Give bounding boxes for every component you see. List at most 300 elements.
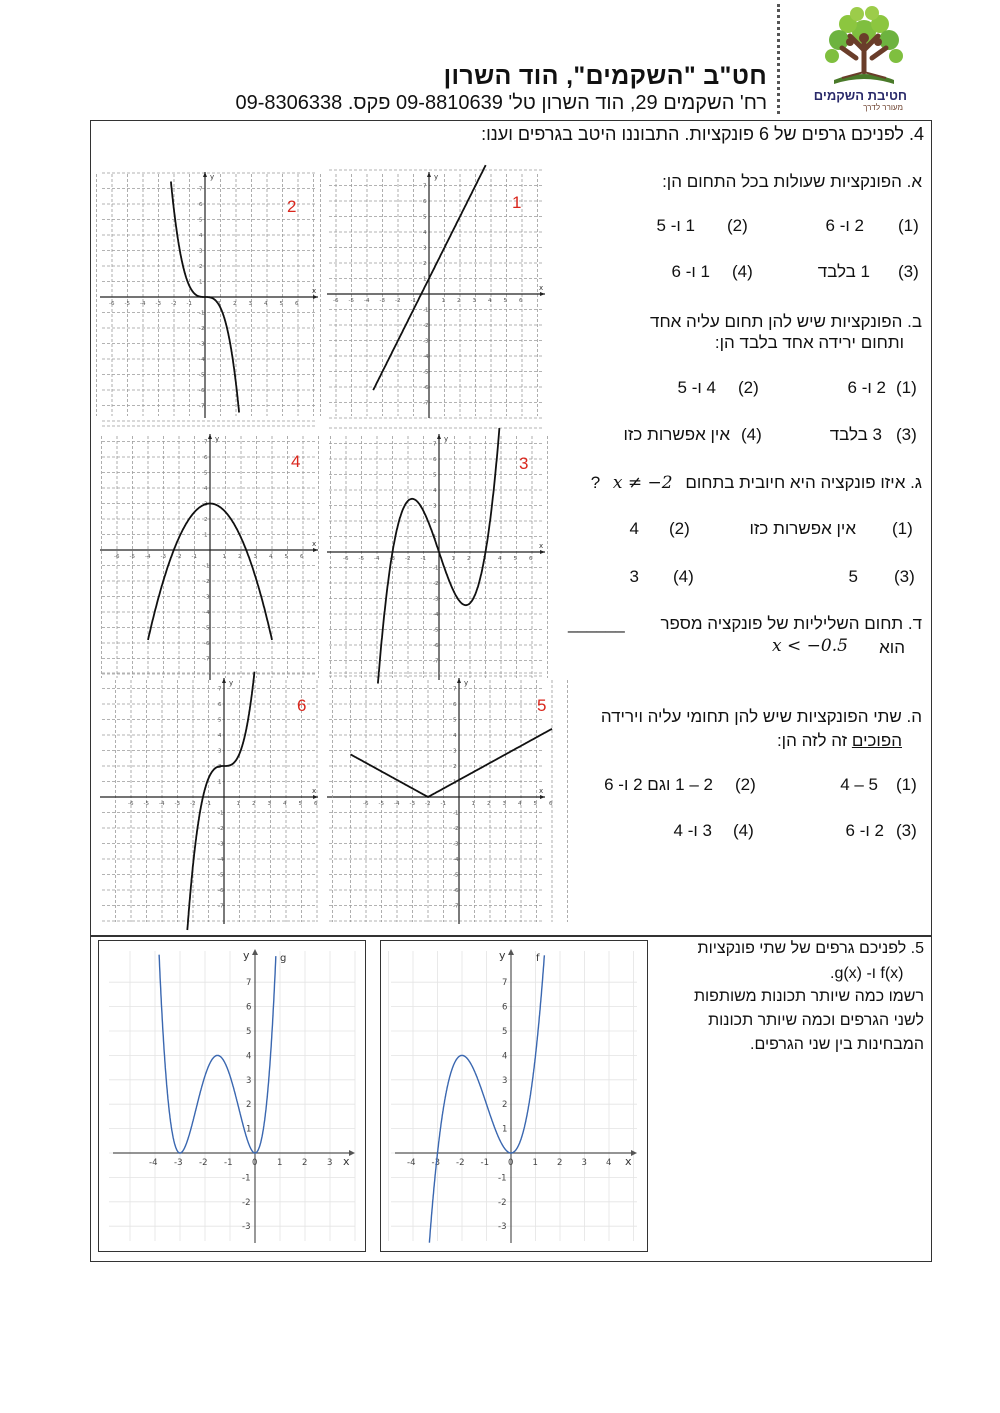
tick-label: 2 (238, 554, 242, 560)
graph-f (381, 941, 647, 1256)
q4e-opt2-text[interactable]: 2 – 1 וגם 2 ו- 6 (604, 775, 713, 794)
school-address: רח' השקמים 29, הוד השרון טל' 09-8810639 פקס. 09-8306338 (235, 92, 767, 114)
tick-label: -2 (242, 1197, 251, 1208)
tick-label: 5 (218, 717, 222, 724)
tick-label: 6 (300, 554, 304, 560)
tick-label: 4 (498, 556, 502, 562)
tick-label: -4 (199, 357, 205, 363)
x-axis-arrow-icon (540, 550, 545, 554)
q4d-answer-math: x < −0.5 (772, 636, 848, 656)
q4c-opt4-text[interactable]: 3 (629, 567, 639, 586)
tick-label: 6 (199, 202, 203, 208)
q4b-opt2-text[interactable]: 4 ו- 5 (677, 378, 716, 397)
x-axis-label: x (539, 542, 544, 550)
q4a-opt2-text[interactable]: 1 ו- 5 (656, 216, 695, 235)
tick-label: 5 (246, 1027, 252, 1037)
school-name: חט"ב "השקמים", הוד השרון (443, 62, 767, 90)
tick-label: 5 (298, 801, 302, 807)
logo-text: חטיבת השקמים (813, 88, 907, 103)
tick-label: -2 (171, 301, 177, 307)
tick-label: 3 (433, 503, 437, 510)
y-axis-label: y (434, 173, 439, 181)
grid-svg (325, 432, 547, 682)
tick-label: 3 (204, 501, 208, 508)
tick-label: 5 (279, 301, 283, 307)
y-axis-arrow-icon (252, 949, 258, 955)
q4e-question-line2 (777, 731, 902, 751)
tick-label: 0 (508, 1158, 514, 1168)
tick-label: 3 (482, 556, 486, 562)
q4a-opt3-num[interactable]: (3) (898, 262, 919, 281)
q4d-blank[interactable]: ______ (568, 614, 625, 633)
q4e-opt1-text[interactable]: 4 – 5 (840, 775, 878, 794)
function-curve (429, 955, 544, 1242)
tick-label: 2 (423, 261, 427, 267)
tick-label: -4 (159, 801, 165, 807)
q5-line4: לשני הגרפים וכמה שיותר תכונות (708, 1012, 924, 1029)
tick-label: 3 (502, 801, 506, 807)
tick-label: -2 (204, 579, 210, 585)
function-name-label: g (280, 953, 287, 964)
tick-label: 1 (423, 276, 427, 283)
q5-line3: רשמו כמה שיותר תכונות משותפות (693, 988, 924, 1005)
graph-6-cubic-increasing (98, 676, 320, 931)
tick-label: 6 (423, 199, 427, 205)
x-axis-arrow-icon (540, 292, 545, 296)
tick-label: -6 (453, 888, 459, 894)
tick-label: -1 (186, 301, 192, 307)
header-divider (777, 4, 780, 114)
tick-label: 1 (502, 1124, 508, 1135)
tick-label: 1 (441, 298, 445, 304)
tick-label: 3 (327, 1158, 333, 1168)
tick-label: 6 (433, 457, 437, 463)
q4a-opt2-num[interactable]: (2) (727, 216, 748, 235)
q4d-question: ד. תחום השליליות של פונקציה מספר (660, 614, 922, 633)
tick-label: 2 (204, 517, 208, 523)
grid-svg (99, 941, 365, 1251)
q4a-question: א. הפונקציות שעולות בכל התחום הן: (662, 172, 922, 191)
q4a-opt3-text[interactable]: 1 בלבד (817, 262, 870, 281)
logo-subtext: מעורר לדרך (863, 103, 903, 112)
tick-label: 6 (314, 801, 318, 807)
tick-label: -3 (160, 554, 166, 560)
tick-label: 0 (252, 1158, 258, 1168)
x-axis-arrow-icon (313, 295, 318, 299)
tick-label: 1 (433, 534, 437, 541)
tick-label: 2 (453, 764, 457, 770)
x-axis-label: x (539, 284, 544, 292)
tick-label: 2 (487, 801, 491, 807)
graph-number-6: 6 (297, 696, 307, 715)
q4c-opt2-text[interactable]: 4 (629, 519, 639, 538)
q4e-opt3-num[interactable]: (3) (896, 821, 917, 840)
tick-label: 1 (218, 779, 222, 786)
tick-label: -3 (242, 1222, 251, 1233)
q5-line1: 5. לפניכם גרפים של שתי פונקציות (697, 940, 924, 957)
tick-label: -7 (218, 903, 224, 910)
tick-label: -2 (423, 323, 429, 329)
tick-label: -1 (453, 810, 459, 817)
tick-label: 5 (199, 217, 203, 224)
tick-label: -5 (433, 627, 439, 634)
tick-label: -7 (204, 656, 210, 663)
tick-label: -4 (149, 1158, 158, 1168)
tick-label: -1 (199, 310, 205, 317)
tick-label: -5 (218, 872, 224, 879)
tick-label: -5 (143, 801, 149, 807)
tick-label: -1 (242, 1173, 251, 1184)
tick-label: 1 (204, 532, 208, 539)
q4b-opt4-num[interactable]: (4) (741, 425, 762, 444)
q4c-question: ג. איזו פונקציה היא חיובית בתחום (685, 473, 922, 492)
y-axis-label: y (229, 679, 234, 687)
tick-label: -1 (410, 298, 416, 304)
q4e-opt4-num[interactable]: (4) (733, 821, 754, 840)
y-axis-label: y (210, 173, 215, 181)
tick-label: 3 (248, 301, 252, 307)
q5-function-names: f(x) ו- g(x). (830, 965, 904, 982)
tick-label: -1 (191, 554, 197, 560)
tick-label: 1 (246, 1124, 252, 1135)
tick-label: -5 (423, 369, 429, 376)
tick-label: -1 (433, 565, 439, 572)
tick-label: -5 (348, 298, 354, 304)
tick-label: 2 (457, 298, 461, 304)
tick-label: -7 (433, 658, 439, 665)
tick-label: 4 (269, 554, 273, 560)
tick-label: -2 (405, 556, 411, 562)
q4b-opt3-text[interactable]: 3 בלבד (829, 425, 882, 444)
tick-label: 5 (503, 298, 507, 304)
y-axis-label: y (444, 435, 449, 443)
tick-label: -3 (174, 801, 180, 807)
q4c-opt1-text[interactable]: אין אפשרות כזו (749, 519, 856, 538)
tick-label: 6 (204, 455, 208, 461)
tick-label: -6 (343, 556, 349, 562)
q4a-opt4-num[interactable]: (4) (732, 262, 753, 281)
tick-label: -3 (453, 841, 459, 848)
q4c-opt4-num[interactable]: (4) (673, 567, 694, 586)
tick-label: 2 (302, 1158, 308, 1168)
graph-f-frame (380, 940, 648, 1252)
tick-label: 1 (471, 801, 475, 807)
grid-svg (98, 676, 320, 926)
tick-label: 6 (246, 1002, 252, 1013)
tick-label: -4 (364, 298, 370, 304)
graph-3-cubic (325, 432, 547, 687)
tick-label: 1 (451, 556, 455, 562)
tick-label: 4 (283, 801, 287, 807)
y-axis-arrow-icon (222, 678, 226, 683)
q4e-opt3-text[interactable]: 2 ו- 6 (845, 821, 884, 840)
tick-label: -3 (155, 301, 161, 307)
tick-label: 7 (218, 686, 222, 693)
tick-label: -2 (176, 554, 182, 560)
q4c-condition: x ≠ −2 (612, 473, 673, 493)
tick-label: -3 (409, 801, 415, 807)
tick-label: -2 (190, 801, 196, 807)
tick-label: 6 (218, 702, 222, 708)
tick-label: 5 (453, 717, 457, 724)
tick-label: 5 (533, 801, 537, 807)
tick-label: -6 (363, 801, 369, 807)
x-axis-label: x (625, 1155, 632, 1168)
tick-label: -4 (394, 801, 400, 807)
tick-label: -6 (109, 301, 115, 307)
tick-label: 7 (453, 686, 457, 693)
tick-label: 4 (246, 1051, 252, 1062)
tick-label: -5 (124, 301, 130, 307)
tick-label: -6 (423, 385, 429, 391)
tick-label: 3 (502, 1075, 508, 1086)
tick-label: 7 (199, 186, 203, 193)
tick-label: 6 (453, 702, 457, 708)
tick-label: 2 (467, 556, 471, 562)
graph-5-absolute-value (325, 676, 553, 931)
x-axis-arrow-icon (349, 1150, 355, 1156)
tick-label: 5 (502, 1027, 508, 1037)
y-axis-arrow-icon (427, 172, 431, 177)
tick-label: 6 (549, 801, 553, 807)
graph-number-5: 5 (537, 696, 547, 715)
tick-label: -2 (453, 826, 459, 832)
y-axis-arrow-icon (457, 678, 461, 683)
q4e-underlined-word: הפוכים (851, 731, 902, 750)
q4c-opt2-num[interactable]: (2) (669, 519, 690, 538)
tick-label: -4 (218, 857, 224, 863)
school-logo (812, 2, 917, 114)
grid-svg (98, 432, 320, 682)
tick-label: 4 (199, 233, 203, 239)
tick-label: -3 (379, 298, 385, 304)
graph-number-1: 1 (512, 193, 522, 212)
graph-4-parabola (98, 432, 320, 687)
q4e-opt1-num[interactable]: (1) (896, 775, 917, 794)
q4c-opt3-num[interactable]: (3) (894, 567, 915, 586)
tick-label: 4 (423, 230, 427, 236)
x-axis-arrow-icon (631, 1150, 637, 1156)
tick-label: 3 (581, 1158, 587, 1168)
tick-label: -6 (204, 641, 210, 647)
tick-label: 6 (295, 301, 299, 307)
tick-label: 4 (218, 733, 222, 739)
tick-label: 2 (199, 264, 203, 270)
tick-label: 4 (433, 488, 437, 494)
y-axis-arrow-icon (508, 949, 514, 955)
q4b-question-line1: ב. הפונקציות שיש להן תחום עליה אחד (650, 312, 922, 331)
tick-label: -4 (145, 554, 151, 560)
tick-label: -4 (407, 1158, 416, 1168)
tick-label: -3 (199, 341, 205, 348)
y-axis-arrow-icon (208, 434, 212, 439)
tick-label: -1 (440, 801, 446, 807)
tick-label: -1 (420, 556, 426, 562)
tick-label: -5 (453, 872, 459, 879)
tick-label: -6 (433, 643, 439, 649)
q4e-opt4-text[interactable]: 3 ו- 4 (673, 821, 712, 840)
function-curve (159, 955, 276, 1153)
y-axis-label: y (499, 949, 506, 962)
q4b-question-line2: ותחום ירידה אחד בלבד הן: (714, 333, 904, 352)
tick-label: 1 (217, 301, 221, 307)
tick-label: -4 (140, 301, 146, 307)
tick-label: 3 (246, 1075, 252, 1086)
q4b-opt4-text[interactable]: אין אפשרות כזו (623, 425, 730, 444)
tick-label: 2 (246, 1100, 252, 1111)
tick-label: 2 (433, 519, 437, 525)
tick-label: -2 (456, 1158, 465, 1168)
tick-label: -7 (453, 903, 459, 910)
tick-label: 4 (518, 801, 522, 807)
q4b-opt1-num[interactable]: (1) (896, 378, 917, 397)
tick-label: -3 (431, 1158, 440, 1168)
x-axis-label: x (312, 287, 317, 295)
tick-label: 1 (199, 279, 203, 286)
tick-label: 4 (488, 298, 492, 304)
tick-label: 2 (252, 801, 256, 807)
tick-label: -3 (498, 1222, 507, 1233)
tick-label: -6 (333, 298, 339, 304)
tick-label: -1 (498, 1173, 507, 1184)
tick-label: -2 (498, 1197, 507, 1208)
tick-label: 7 (423, 183, 427, 190)
q4d-answer-prefix: הוא (879, 638, 905, 657)
x-axis-label: x (343, 1155, 350, 1168)
x-axis-arrow-icon (540, 795, 545, 799)
grid-svg (381, 941, 647, 1251)
tick-label: 2 (502, 1100, 508, 1111)
tick-label: 1 (532, 1158, 538, 1168)
q4b-opt3-num[interactable]: (3) (896, 425, 917, 444)
tick-label: -4 (433, 612, 439, 618)
tick-label: -3 (423, 338, 429, 345)
q4e-opt2-num[interactable]: (2) (735, 775, 756, 794)
tick-label: -5 (378, 801, 384, 807)
tick-label: 3 (218, 748, 222, 755)
q4b-opt1-text[interactable]: 2 ו- 6 (847, 378, 886, 397)
q4e-question-line1: ה. שתי הפונקציות שיש להן תחומי עליה וירידה (600, 707, 922, 726)
tick-label: 4 (453, 733, 457, 739)
tick-label: -2 (433, 581, 439, 587)
tick-label: 5 (513, 556, 517, 562)
function-name-label: f (536, 953, 540, 964)
q4e-question-line2-rest: זה לזה הן: (776, 731, 848, 750)
tick-label: 3 (199, 248, 203, 255)
x-axis-label: x (312, 540, 317, 548)
tick-label: 3 (423, 245, 427, 252)
tick-label: 3 (453, 748, 457, 755)
tick-label: 7 (433, 441, 437, 448)
tick-label: 6 (519, 298, 523, 304)
tick-label: -3 (218, 841, 224, 848)
x-axis-arrow-icon (313, 548, 318, 552)
tick-label: 1 (453, 779, 457, 786)
tick-label: 7 (502, 978, 508, 989)
graph-number-3: 3 (519, 454, 529, 473)
graph-number-4: 4 (291, 452, 301, 471)
tick-label: 7 (246, 978, 252, 989)
y-axis-label: y (215, 435, 220, 443)
q5-line2 (830, 965, 904, 983)
tick-label: 4 (606, 1158, 612, 1168)
y-axis-label: y (464, 679, 469, 687)
tick-label: -2 (199, 1158, 208, 1168)
tick-label: -1 (224, 1158, 233, 1168)
tick-label: -6 (114, 554, 120, 560)
tick-label: 6 (529, 556, 533, 562)
tick-label: -6 (128, 801, 134, 807)
tick-label: -2 (218, 826, 224, 832)
tick-label: 3 (253, 554, 257, 560)
tick-label: 5 (433, 472, 437, 479)
tick-label: 1 (277, 1158, 283, 1168)
tick-label: -1 (480, 1158, 489, 1168)
tick-label: -4 (453, 857, 459, 863)
q4c-question-mark: ? (590, 473, 601, 492)
tick-label: 5 (204, 470, 208, 477)
tick-label: 3 (472, 298, 476, 304)
tick-label: -1 (204, 563, 210, 570)
tick-label: -4 (423, 354, 429, 360)
tick-label: 2 (233, 301, 237, 307)
tick-label: -5 (204, 625, 210, 632)
q5-line5: המבחינות בין שני הגרפים. (750, 1036, 924, 1053)
tick-label: 4 (502, 1051, 508, 1062)
q4a-opt1-text[interactable]: 2 ו- 6 (825, 216, 864, 235)
q4c-opt1-num[interactable]: (1) (892, 519, 913, 538)
x-axis-label: x (312, 787, 317, 795)
graph-g (99, 941, 365, 1256)
grid-svg (325, 676, 553, 926)
tick-label: 6 (502, 1002, 508, 1013)
tick-label: -4 (374, 556, 380, 562)
tick-label: -5 (199, 372, 205, 379)
tick-label: -2 (199, 326, 205, 332)
function-curve (351, 729, 553, 797)
tick-label: -5 (129, 554, 135, 560)
tick-label: 4 (204, 486, 208, 492)
tick-label: 3 (267, 801, 271, 807)
tick-label: 2 (557, 1158, 563, 1168)
tick-label: -7 (423, 400, 429, 407)
tick-label: -6 (218, 888, 224, 894)
tick-label: -3 (174, 1158, 183, 1168)
q4c-question-row (591, 473, 922, 493)
x-axis-label: x (539, 787, 544, 795)
q4c-opt3-text[interactable]: 5 (848, 567, 858, 586)
tick-label: 2 (218, 764, 222, 770)
q4-intro: 4. לפניכם גרפים של 6 פונקציות. התבוננו היטב בגרפים וענו: (481, 124, 924, 144)
q4a-opt4-text[interactable]: 1 ו- 6 (671, 262, 710, 281)
graph-g-frame (98, 940, 366, 1252)
tick-label: -5 (358, 556, 364, 562)
q4b-opt2-num[interactable]: (2) (738, 378, 759, 397)
tick-label: 7 (204, 439, 208, 446)
tick-label: -2 (425, 801, 431, 807)
graph-number-2: 2 (287, 197, 297, 216)
tick-label: 4 (264, 301, 268, 307)
tick-label: -1 (218, 810, 224, 817)
tick-label: -3 (433, 596, 439, 603)
q4a-opt1-num[interactable]: (1) (898, 216, 919, 235)
tick-label: -4 (204, 610, 210, 616)
tick-label: -6 (199, 388, 205, 394)
tick-label: -2 (395, 298, 401, 304)
y-axis-label: y (243, 949, 250, 962)
tick-label: -1 (205, 801, 211, 807)
y-axis-arrow-icon (437, 434, 441, 439)
